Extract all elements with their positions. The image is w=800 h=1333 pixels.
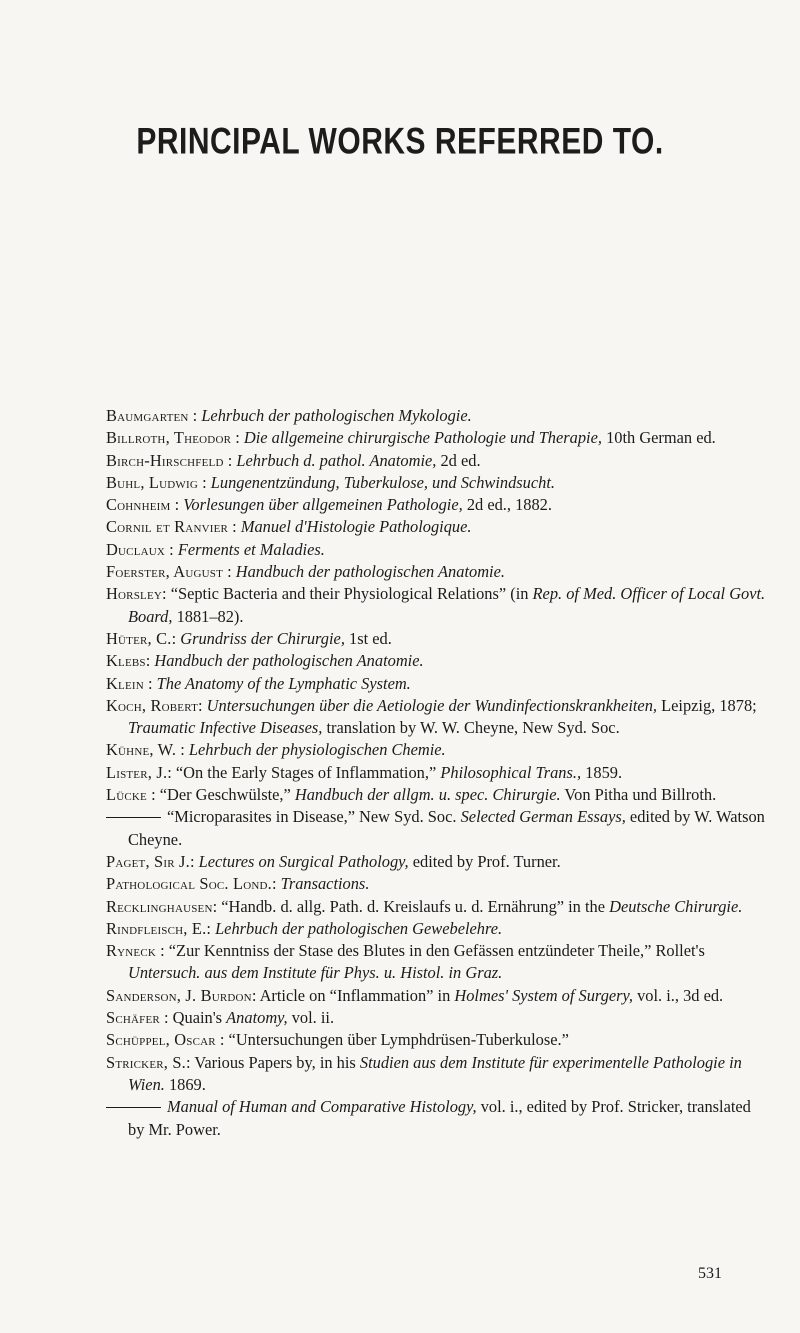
reference-entry: [106, 561, 770, 583]
reference-text: “On the Early Stages of Inflammation,”: [175, 762, 441, 782]
reference-title: Handbuch der pathologischen Anatomie.: [154, 651, 424, 671]
reference-author: Lücke: [106, 785, 147, 805]
reference-separator: :: [251, 985, 260, 1005]
reference-separator: :: [176, 740, 189, 760]
reference-author: Baumgarten: [106, 406, 189, 425]
reference-text: translation by W. W. Cheyne, New Syd. Soc.: [322, 718, 620, 738]
reference-separator: :: [189, 851, 199, 871]
reference-separator: :: [231, 428, 244, 448]
reference-entry: [106, 873, 770, 895]
reference-title: Lehrbuch der physiologischen Chemie.: [188, 740, 446, 760]
reference-separator: :: [167, 762, 176, 782]
reference-text: 1881–82).: [172, 606, 244, 626]
reference-separator: :: [188, 406, 202, 425]
reference-text: 2d ed., 1882.: [462, 495, 552, 515]
reference-entry: [106, 673, 770, 695]
reference-author: Duclaux: [106, 539, 166, 559]
reference-separator: :: [145, 651, 155, 671]
reference-text: edited by W. Watson Cheyne.: [128, 807, 765, 849]
reference-text: 1869.: [164, 1074, 206, 1094]
reference-author: Recklinghausen: [106, 896, 213, 916]
reference-author: Cohnheim: [106, 495, 171, 515]
reference-separator: :: [143, 673, 157, 693]
reference-separator: :: [223, 450, 237, 470]
reference-author: Pathological Soc. Lond.: [106, 874, 272, 894]
reference-text: edited by Prof. Turner.: [408, 851, 561, 871]
reference-entry: [106, 940, 770, 985]
reference-title: Handbuch der pathologischen Anatomie.: [235, 562, 505, 582]
reference-author: Hüter, C.: [106, 628, 172, 648]
reference-text: Leipzig, 1878;: [657, 695, 757, 715]
reference-author: Schäfer: [106, 1008, 160, 1028]
reference-list: [106, 405, 770, 1141]
reference-title: Untersuch. aus dem Institute für Phys. u. Histol. in Graz.: [128, 963, 503, 983]
reference-title: Vorlesungen über allgemeinen Pathologie,: [183, 495, 463, 515]
reference-text: vol. i., edited by Prof. Stricker, translated by Mr. Power.: [128, 1097, 751, 1139]
reference-title: Lungenentzündung, Tuberkulose, und Schwindsucht.: [210, 472, 555, 492]
reference-separator: :: [156, 941, 169, 961]
reference-text: “Zur Kenntniss der Stase des Blutes in den Gefässen entzündeter Theile,” Rollet's: [168, 941, 705, 961]
reference-entry: [106, 427, 770, 449]
reference-separator: :: [165, 539, 178, 559]
reference-entry: [106, 762, 770, 784]
reference-title: Selected German Essays,: [460, 807, 626, 827]
reference-separator: :: [212, 896, 222, 916]
reference-title: Rep. of Med. Officer of Local Govt. Board,: [128, 584, 766, 626]
reference-entry: [106, 739, 770, 761]
reference-author: Kühne, W.: [106, 740, 177, 760]
reference-entry: [106, 784, 770, 806]
reference-title: Studien aus dem Institute für experimentelle Pathologie in Wien.: [128, 1052, 742, 1094]
reference-author: Lister, J.: [106, 762, 168, 782]
ditto-dash: [106, 817, 161, 818]
reference-author: Cornil et Ranvier: [106, 517, 229, 537]
reference-entry: [106, 1096, 770, 1141]
reference-title: Manuel d'Histologie Pathologique.: [240, 517, 472, 537]
reference-entry: [106, 628, 770, 650]
reference-author: Birch-Hirschfeld: [106, 450, 224, 470]
reference-title: Handbuch der allgm. u. spec. Chirurgie.: [294, 785, 561, 805]
reference-text: vol. ii.: [287, 1008, 335, 1028]
reference-text: 10th German ed.: [601, 428, 716, 448]
reference-text: Von Pitha und Billroth.: [560, 785, 717, 805]
reference-entry: [106, 695, 770, 740]
reference-text: “Microparasites in Disease,” New Syd. Soc.: [167, 807, 461, 827]
reference-separator: :: [215, 1030, 229, 1050]
reference-entry: [106, 494, 770, 516]
reference-entry: [106, 405, 770, 427]
reference-title: Lehrbuch d. pathol. Anatomie,: [236, 450, 437, 470]
reference-author: Billroth, Theodor: [106, 428, 232, 448]
reference-entry: [106, 539, 770, 561]
reference-title: Die allgemeine chirurgische Pathologie und Therapie,: [243, 428, 602, 448]
reference-separator: :: [171, 628, 181, 648]
reference-title: Deutsche Chirurgie.: [609, 896, 743, 916]
reference-text: Various Papers by, in his: [194, 1052, 360, 1072]
reference-entry: [106, 650, 770, 672]
reference-entry: [106, 1052, 770, 1097]
reference-text: Quain's: [172, 1008, 227, 1028]
reference-entry: [106, 1007, 770, 1029]
reference-entry: [106, 918, 770, 940]
reference-text: Article on “Inflammation” in: [259, 985, 455, 1005]
reference-separator: :: [206, 918, 216, 938]
reference-title: Anatomy,: [226, 1008, 288, 1028]
reference-author: Buhl, Ludwig: [106, 472, 199, 492]
reference-separator: :: [162, 584, 171, 604]
reference-text: 1st ed.: [344, 628, 392, 648]
reference-title: Manual of Human and Comparative Histology,: [167, 1097, 477, 1117]
reference-title: Lehrbuch der pathologischen Gewebelehre.: [215, 918, 503, 938]
reference-author: Horsley: [106, 584, 163, 604]
ditto-dash: [106, 1107, 161, 1108]
reference-author: Schüppel, Oscar: [106, 1030, 216, 1050]
reference-title: Grundriss der Chirurgie,: [180, 628, 345, 648]
page-title: PRINCIPAL WORKS REFERRED TO.: [136, 122, 664, 163]
reference-author: Rindfleisch, E.: [106, 918, 207, 938]
reference-title: The Anatomy of the Lymphatic System.: [156, 673, 411, 693]
reference-separator: :: [170, 495, 184, 515]
reference-author: Klebs: [106, 651, 146, 671]
reference-title: Ferments et Maladies.: [177, 539, 325, 559]
reference-text: “Untersuchungen über Lymphdrüsen-Tuberkulose.”: [228, 1030, 569, 1050]
reference-text: “Der Geschwülste,”: [159, 785, 295, 805]
reference-entry: [106, 896, 770, 918]
reference-title: Lehrbuch der pathologischen Mykologie.: [201, 406, 472, 425]
reference-entry: [106, 1029, 770, 1051]
reference-entry: [106, 450, 770, 472]
reference-author: Klein: [106, 673, 144, 693]
reference-entry: [106, 472, 770, 494]
reference-separator: :: [185, 1052, 195, 1072]
page-number: 531: [698, 1265, 722, 1282]
reference-author: Ryneck: [106, 941, 157, 961]
reference-author: Koch, Robert: [106, 695, 198, 715]
reference-entry: [106, 806, 770, 851]
reference-author: Sanderson, J. Burdon: [106, 985, 252, 1005]
reference-separator: :: [198, 695, 207, 715]
reference-separator: :: [271, 874, 281, 894]
reference-text: vol. i., 3d ed.: [633, 985, 724, 1005]
reference-text: 1859.: [581, 762, 623, 782]
reference-author: Paget, Sir J.: [106, 851, 190, 871]
reference-entry: [106, 851, 770, 873]
reference-entry: [106, 516, 770, 538]
reference-title: Traumatic Infective Diseases,: [128, 718, 323, 738]
reference-separator: :: [223, 562, 236, 582]
reference-text: “Septic Bacteria and their Physiological Relations” (in: [170, 584, 533, 604]
reference-separator: :: [146, 785, 160, 805]
reference-title: Philosophical Trans.,: [440, 762, 582, 782]
reference-author: Foerster, August: [106, 562, 224, 582]
reference-entry: [106, 985, 770, 1007]
reference-title: Holmes' System of Surgery,: [454, 985, 634, 1005]
reference-separator: :: [228, 517, 241, 537]
reference-title: Untersuchungen über die Aetiologie der Wundinfectionskrankheiten,: [206, 695, 657, 715]
reference-entry: [106, 583, 770, 628]
reference-text: “Handb. d. allg. Path. d. Kreislaufs u. d. Ernährung” in the: [221, 896, 610, 916]
reference-title: Lectures on Surgical Pathology,: [198, 851, 409, 871]
reference-separator: :: [159, 1008, 173, 1028]
reference-separator: :: [198, 472, 211, 492]
reference-text: 2d ed.: [436, 450, 481, 470]
reference-author: Stricker, S.: [106, 1052, 186, 1072]
reference-title: Transactions.: [280, 874, 370, 894]
